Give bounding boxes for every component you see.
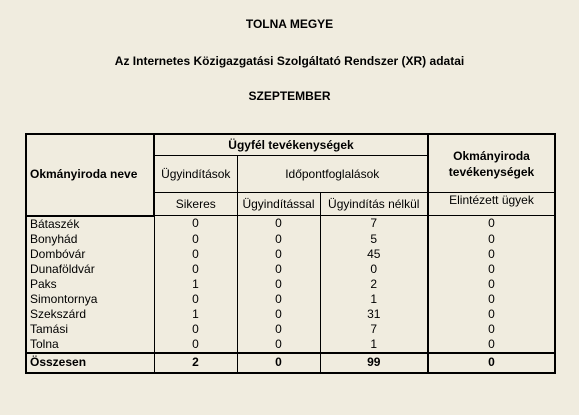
report-subtitle: Az Internetes Közigazgatási Szolgáltató Rendszer (XR) adatai — [114, 54, 465, 68]
total-without-case: 99 — [320, 353, 428, 373]
header-handled-cases: Elintézett ügyek — [428, 193, 555, 216]
table-row — [26, 277, 555, 292]
table-row — [26, 307, 555, 322]
with-case-cell: 0 — [237, 277, 320, 292]
handled-cell: 0 — [428, 262, 555, 277]
without-case-cell: 31 — [320, 307, 428, 322]
without-case-cell: 2 — [320, 277, 428, 292]
with-case-cell: 0 — [237, 322, 320, 337]
with-case-cell: 0 — [237, 337, 320, 353]
office-name-cell: Simontornya — [26, 292, 154, 307]
without-case-cell: 7 — [320, 216, 428, 232]
month-title: SZEPTEMBER — [248, 89, 331, 103]
office-name-cell: Dunaföldvár — [26, 262, 154, 277]
with-case-cell: 0 — [237, 216, 320, 232]
statistics-table — [25, 133, 556, 374]
table-row — [26, 322, 555, 337]
table-row — [26, 292, 555, 307]
total-with-case: 0 — [237, 353, 320, 373]
total-label: Összesen — [26, 353, 154, 373]
office-name-cell: Bonyhád — [26, 232, 154, 247]
handled-cell: 0 — [428, 337, 555, 353]
with-case-cell: 0 — [237, 307, 320, 322]
handled-cell: 0 — [428, 307, 555, 322]
total-successful: 2 — [154, 353, 237, 373]
without-case-cell: 1 — [320, 292, 428, 307]
handled-cell: 0 — [428, 216, 555, 232]
header-appointments: Időpontfoglalások — [237, 156, 428, 193]
without-case-cell: 1 — [320, 337, 428, 353]
header-office-name: Okmányiroda neve — [26, 134, 154, 216]
with-case-cell: 0 — [237, 247, 320, 262]
with-case-cell: 0 — [237, 292, 320, 307]
with-case-cell: 0 — [237, 262, 320, 277]
table-row — [26, 262, 555, 277]
successful-cell: 0 — [154, 247, 237, 262]
handled-cell: 0 — [428, 247, 555, 262]
successful-cell: 1 — [154, 277, 237, 292]
county-title: TOLNA MEGYE — [245, 17, 334, 31]
successful-cell: 0 — [154, 262, 237, 277]
office-name-cell: Dombóvár — [26, 247, 154, 262]
table-row — [26, 216, 555, 232]
successful-cell: 0 — [154, 216, 237, 232]
with-case-cell: 0 — [237, 232, 320, 247]
without-case-cell: 7 — [320, 322, 428, 337]
office-name-cell: Szekszárd — [26, 307, 154, 322]
successful-cell: 0 — [154, 232, 237, 247]
header-without-case-start: Ügyindítás nélkül — [320, 193, 428, 216]
office-name-cell: Paks — [26, 277, 154, 292]
without-case-cell: 45 — [320, 247, 428, 262]
successful-cell: 0 — [154, 292, 237, 307]
header-client-activities: Ügyfél tevékenységek — [154, 134, 428, 156]
office-name-cell: Tamási — [26, 322, 154, 337]
header-case-starts: Ügyindítások — [154, 156, 237, 193]
total-handled: 0 — [428, 353, 555, 373]
office-name-cell: Bátaszék — [26, 216, 154, 232]
office-name-cell: Tolna — [26, 337, 154, 353]
handled-cell: 0 — [428, 277, 555, 292]
header-successful: Sikeres — [154, 193, 237, 216]
handled-cell: 0 — [428, 322, 555, 337]
handled-cell: 0 — [428, 232, 555, 247]
successful-cell: 1 — [154, 307, 237, 322]
header-with-case-start: Ügyindítással — [237, 193, 320, 216]
table-row — [26, 232, 555, 247]
without-case-cell: 0 — [320, 262, 428, 277]
successful-cell: 0 — [154, 322, 237, 337]
table-row — [26, 337, 555, 353]
table-row — [26, 247, 555, 262]
header-office-activities: Okmányiroda tevékenységek — [428, 134, 555, 193]
successful-cell: 0 — [154, 337, 237, 353]
without-case-cell: 5 — [320, 232, 428, 247]
handled-cell: 0 — [428, 292, 555, 307]
total-row — [26, 353, 555, 373]
